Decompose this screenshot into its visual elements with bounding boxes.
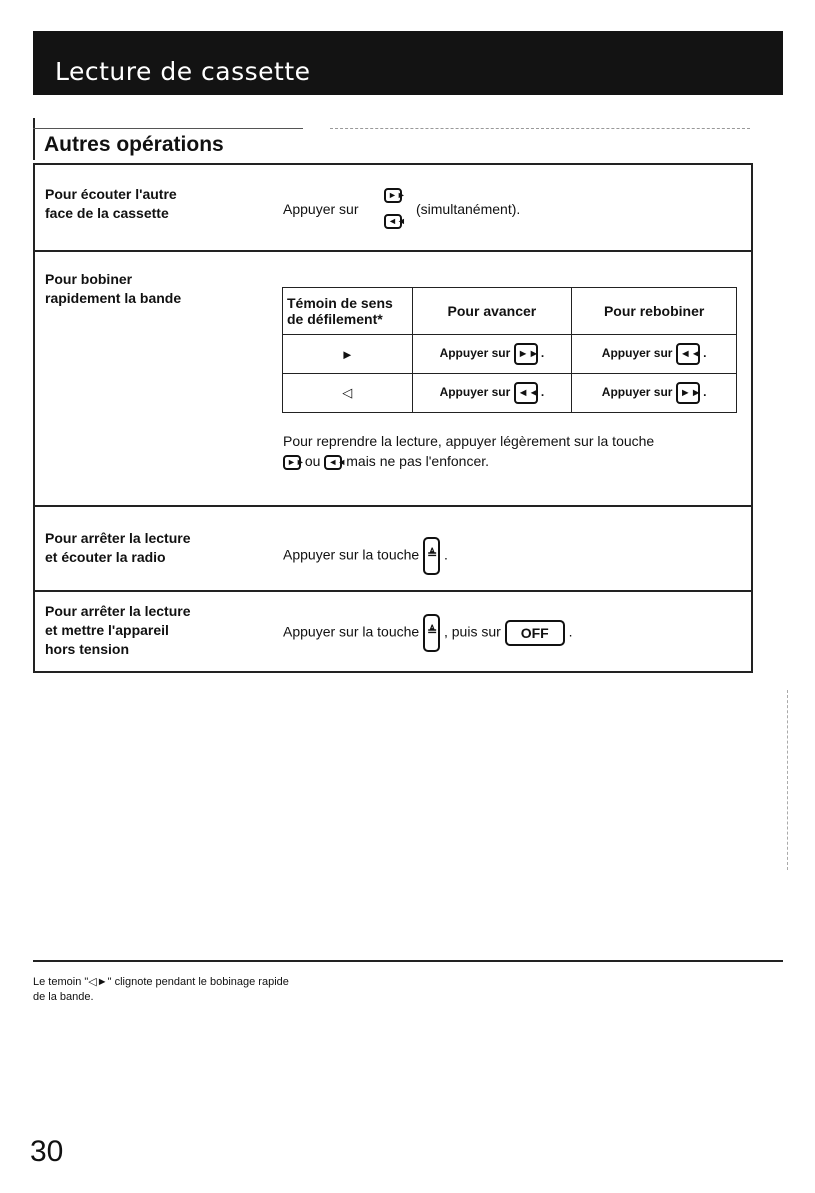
instruction-text-after: (simultanément).	[416, 201, 521, 217]
instruction-words: Appuyer sur la touche	[283, 546, 420, 563]
label-line: Pour écouter l'autre	[45, 186, 177, 202]
label-line: Pour arrêter la lecture	[45, 530, 191, 546]
header-line: de défilement*	[287, 311, 383, 327]
top-rule-right	[330, 128, 750, 129]
footnote-line: Le temoin "◁►" clignote pendant le bobinage rapide	[33, 976, 289, 988]
right-edge-marks	[787, 690, 791, 870]
off-key-icon: OFF	[505, 620, 565, 646]
row-stop-radio	[35, 507, 751, 592]
page-heading: Lecture de cassette	[55, 57, 311, 86]
row-label	[45, 529, 191, 567]
footnote-rule	[33, 960, 783, 962]
cell-text: Appuyer sur	[439, 346, 511, 361]
note-line-2	[283, 452, 489, 471]
table-row	[283, 335, 737, 374]
fast-forward-key-icon: ►►	[384, 188, 402, 203]
row-other-side	[35, 165, 751, 252]
label-line: face de la cassette	[45, 205, 169, 221]
row-label	[45, 185, 177, 223]
fast-forward-key-icon: ►►	[283, 455, 301, 470]
rewind-cell: Appuyer sur ◄◄ .	[572, 335, 737, 374]
instruction-end: .	[568, 623, 573, 640]
footnote	[33, 975, 393, 1005]
fast-forward-key-icon: ►►	[514, 343, 538, 365]
label-line: et écouter la radio	[45, 549, 166, 565]
page-number: 30	[30, 1135, 64, 1168]
column-header-forward: Pour avancer	[412, 288, 572, 335]
indicator-cell: ►	[283, 335, 413, 374]
rewind-key-icon: ◄◄	[324, 455, 342, 470]
row-label	[45, 602, 191, 659]
footnote-line: de la bande.	[33, 991, 94, 1003]
rewind-key-icon: ◄◄	[384, 214, 402, 229]
label-line: rapidement la bande	[45, 290, 182, 306]
cell-text: Appuyer sur	[439, 385, 511, 400]
instruction-words: Appuyer sur la touche	[283, 623, 420, 640]
note-ou: ou	[304, 453, 321, 469]
indicator-cell: ◁	[283, 374, 413, 413]
top-rule-left	[33, 128, 303, 129]
key-stack	[384, 187, 406, 231]
cell-text: Appuyer sur	[601, 346, 673, 361]
label-line: Pour bobiner	[45, 271, 133, 287]
label-line: Pour arrêter la lecture	[45, 603, 191, 619]
instruction-text: Appuyer sur	[283, 201, 359, 217]
eject-key-icon: ≜	[423, 614, 440, 652]
note-end: mais ne pas l'enfoncer.	[346, 453, 490, 469]
cell-text: Appuyer sur	[601, 385, 673, 400]
label-line: et mettre l'appareil	[45, 622, 169, 638]
operations-table	[33, 163, 753, 673]
forward-cell: Appuyer sur ◄◄ .	[412, 374, 572, 413]
eject-key-icon: ≜	[423, 537, 440, 575]
wind-table	[282, 287, 737, 413]
row-wind	[35, 252, 751, 507]
header-line: Témoin de sens	[287, 295, 393, 311]
label-line: hors tension	[45, 641, 130, 657]
instruction-end: .	[443, 546, 448, 563]
rewind-key-icon: ◄◄	[676, 343, 700, 365]
left-tick	[33, 118, 35, 160]
section-title: Autres opérations	[44, 133, 224, 156]
row-stop-off	[35, 592, 751, 673]
table-row	[283, 374, 737, 413]
rewind-cell: Appuyer sur ►► .	[572, 374, 737, 413]
instruction-text	[283, 537, 448, 575]
note-line: Pour reprendre la lecture, appuyer légèrement sur la touche	[283, 433, 655, 449]
forward-cell: Appuyer sur ►► .	[412, 335, 572, 374]
rewind-key-icon: ◄◄	[514, 382, 538, 404]
fast-forward-key-icon: ►►	[676, 382, 700, 404]
wind-table-header	[283, 288, 737, 335]
instruction-middle: , puis sur	[443, 623, 501, 640]
instruction-text	[283, 614, 572, 652]
column-header-rewind: Pour rebobiner	[572, 288, 737, 335]
header-bar	[33, 31, 783, 95]
column-header-indicator	[283, 288, 413, 335]
row-label	[45, 270, 181, 308]
